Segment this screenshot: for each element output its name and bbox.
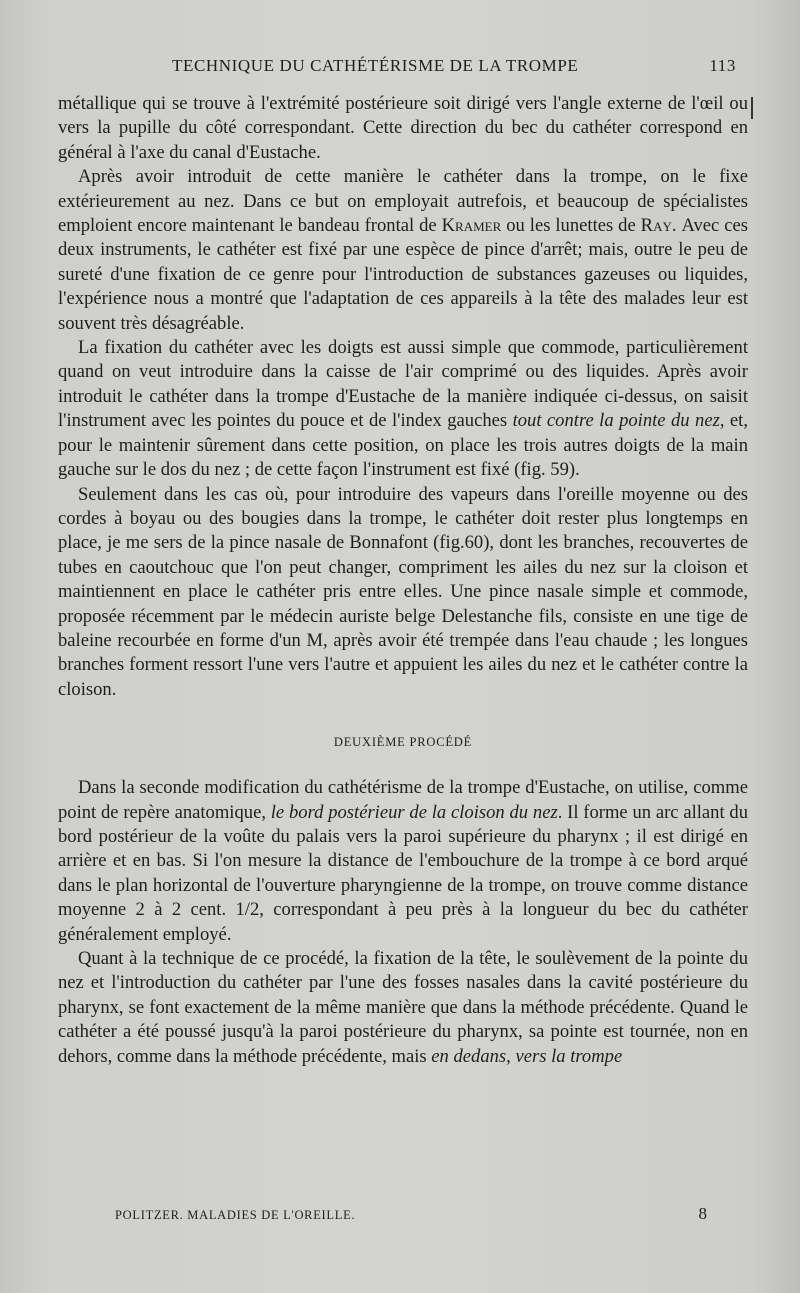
header-title: TECHNIQUE DU CATHÉTÉRISME DE LA TROMPE: [172, 56, 579, 75]
paragraph-2-text-a: Après avoir introduit de cette manière le cathéter dans la trompe, on le fixe extérieurement au nez. Dans ce but on employait autrefois, et beaucoup de spécialistes emploient encore maintenant le bandeau frontal de: [58, 166, 748, 237]
paragraph-5-text-a: Dans la seconde modification du cathétérisme de la trompe d'Eustache, on utilise, comme point de repère anatomique,: [58, 777, 748, 823]
paragraph-5: [58, 776, 748, 947]
author-name-kramer: Kramer: [441, 215, 502, 237]
paragraph-6-emphasis: en dedans, vers la trompe: [431, 1045, 623, 1067]
footer-book-title: POLITZER. MALADIES DE L'OREILLE.: [115, 1208, 356, 1222]
paragraph-4: Seulement dans les cas où, pour introduire des vapeurs dans l'oreille moyenne ou des cordes à boyau ou des bougies dans la trompe, le cathéter doit rester plus longtemps en place, je me sers de la pince nasale de Bonnafont (fig.60), dont les branches, recouvertes de tubes en caoutchouc que l'on peut changer, compriment les ailes du nez sur la cloison et maintiennent en place le cathéter pris entre elles. Une pince nasale simple et commode, proposée récemment par le médecin auriste belge Delestanche fils, consiste en une tige de baleine recourbée en forme d'un M, après avoir été trempée dans l'eau chaude ; les longues branches forment ressort l'une vers l'autre et appuient les ailes du nez et le cathéter contre la cloison.: [58, 483, 748, 700]
paragraph-5-text-b: . Il forme un arc allant du bord postérieur de la voûte du palais vers la paroi supérieure du pharynx ; il est dirigé en arrière et en bas. Si l'on mesure la distance de l'embouchure de la trompe à ce bord arqué dans le plan horizontal de l'ouverture pharyngienne de la trompe, on trouve comme distance moyenne 2 à 2 cent. 1/2, correspondant à peu près à la longueur du bec du cathéter généralement employé.: [58, 801, 749, 945]
paragraph-3-text-a: La fixation du cathéter avec les doigts est aussi simple que commode, particulièrement quand on veut introduire dans la caisse de l'air comprimé ou des liquides. Après avoir introduit le cathéter dans la trompe d'Eustache de la manière indiquée ci-dessus, on saisit l'instrument avec les pointes du pouce et de l'index gauches: [58, 337, 748, 432]
paragraph-5-emphasis: le bord postérieur de la cloison du nez: [270, 801, 558, 823]
page-number: 113: [709, 56, 736, 75]
paragraph-3-emphasis: tout contre la pointe du nez: [512, 410, 720, 432]
paragraph-3-text-b: , et, pour le maintenir sûrement dans cette position, on place les trois autres doigts de la main gauche sur le dos du nez ; de cette façon l'instrument est fixé (fig. 59).: [58, 410, 749, 481]
margin-mark: [751, 97, 753, 119]
page-footer: [115, 1204, 715, 1228]
paragraph-1: métallique qui se trouve à l'extrémité postérieure soit dirigé vers l'angle externe de l'œil ou vers la pupille du côté correspondant. Cette direction du bec du cathéter correspond en général à l'axe du canal d'Eustache.: [58, 93, 748, 163]
paragraph-2-text-c: . Avec ces deux instruments, le cathéter est fixé par une espèce de pince d'arrêt; mais, outre le peu de sureté d'une fixation de ce genre pour l'introduction de substances gazeuses ou liquides, l'expérience nous a montré que l'adaptation de ces appareils à la tête des malades leur est souvent très désagréable.: [58, 215, 748, 334]
paragraph-2-text-b: ou les lunettes de: [501, 215, 641, 237]
section-title: DEUXIÈME PROCÉDÉ: [333, 735, 473, 750]
author-name-rau: Raυ: [640, 215, 672, 237]
page-body: [58, 92, 748, 1069]
paragraph-2: [58, 165, 748, 336]
signature-mark: 8: [698, 1204, 707, 1223]
paragraph-6-text-a: Quant à la technique de ce procédé, la fixation de la tête, le soulèvement de la pointe du nez et l'introduction du cathéter par l'une des fosses nasales dans la cavité postérieure du pharynx, se font exactement de la même manière que dans la méthode précédente. Quand le cathéter a été poussé jusqu'à la paroi postérieure du pharynx, sa pointe est tournée, non en dehors, comme dans la méthode précédente, mais: [58, 948, 748, 1067]
paragraph-3: [58, 336, 748, 482]
paragraph-6: [58, 947, 748, 1069]
running-header: [60, 56, 740, 86]
